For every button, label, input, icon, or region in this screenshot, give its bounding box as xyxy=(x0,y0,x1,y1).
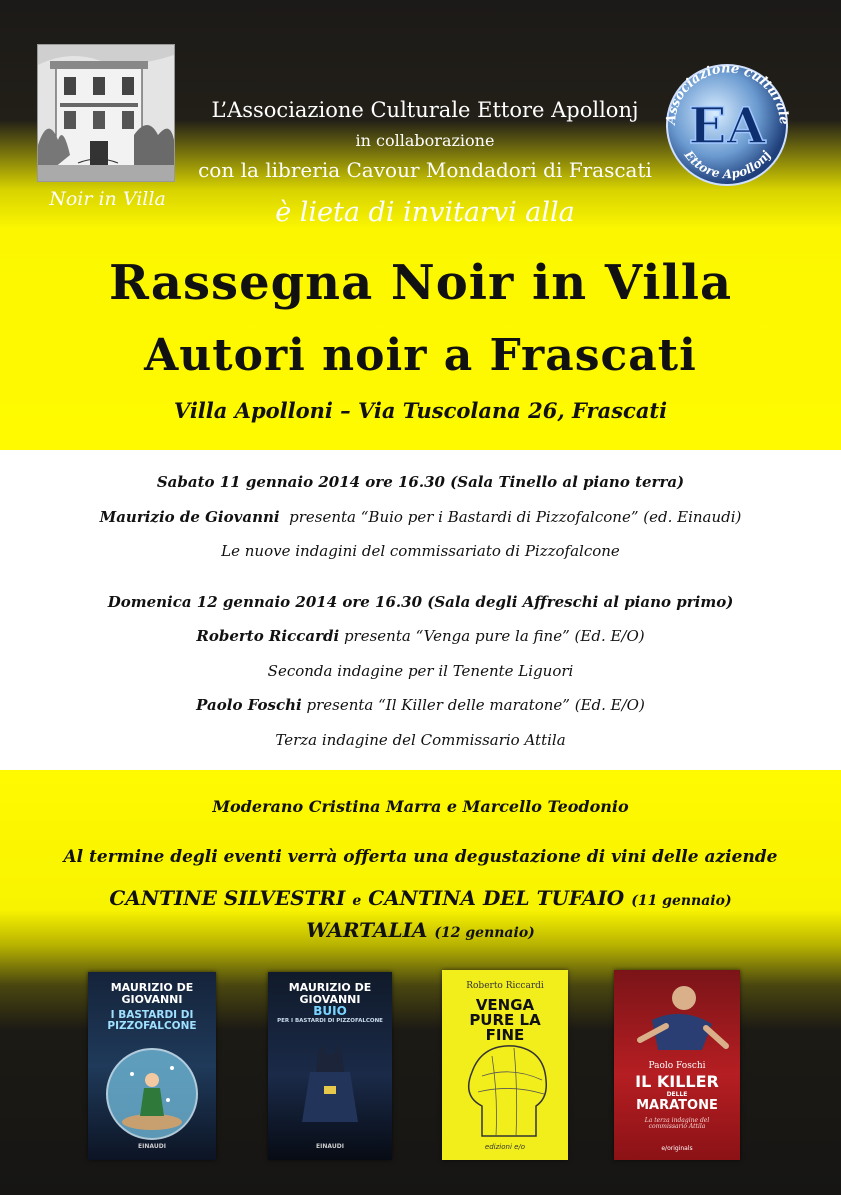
book-author: Paolo Foschi xyxy=(648,1061,706,1071)
book-cover-il-killer xyxy=(614,970,740,1160)
winery-date: (12 gennaio) xyxy=(434,925,535,941)
book-title-mid: DELLE xyxy=(666,1091,688,1098)
event-day2-date: Domenica 12 gennaio 2014 ore 16.30 (Sala degli Affreschi al piano primo) xyxy=(107,593,734,611)
logo-bottom-text: Ettore Apollonj xyxy=(681,147,774,182)
main-title: Rassegna Noir in Villa xyxy=(108,255,733,311)
collaboration-text: in collaborazione xyxy=(355,131,495,150)
book-author: MAURIZIO DE GIOVANNI xyxy=(288,981,372,1006)
book-cover-bastardi xyxy=(88,972,216,1160)
event-day2-presentation1 xyxy=(0,627,841,645)
book-publisher: EINAUDI xyxy=(316,1143,344,1150)
runner-figure-icon xyxy=(622,980,732,1054)
association-name: L’Associazione Culturale Ettore Apollonj xyxy=(211,98,639,122)
author-name: Roberto Riccardi xyxy=(196,627,340,645)
event-day2-subtitle1: Seconda indagine per il Tenente Liguori xyxy=(267,662,574,680)
book-title: VENGA PURE LA FINE xyxy=(469,996,541,1044)
bookstore-text: con la libreria Cavour Mondadori di Frascati xyxy=(198,158,652,182)
book-cover-venga-pure-la-fine xyxy=(442,970,568,1160)
wineries-line-1 xyxy=(0,886,841,910)
presentation-text: presenta “Buio per i Bastardi di Pizzofalcone” (ed. Einaudi) xyxy=(289,508,742,526)
association-logo xyxy=(655,53,800,198)
author-name: Maurizio de Giovanni xyxy=(99,508,280,526)
book-publisher: EINAUDI xyxy=(138,1143,166,1150)
book-subtitle: PER I BASTARDI DI PIZZOFALCONE xyxy=(277,1018,383,1024)
moderators-text: Moderano Cristina Marra e Marcello Teodonio xyxy=(212,797,629,816)
event-day1-subtitle: Le nuove indagini del commissariato di Pizzofalcone xyxy=(221,542,620,560)
logo-letters: EA xyxy=(688,96,766,155)
sub-title: Autori noir a Frascati xyxy=(144,330,697,381)
event-day2-subtitle2: Terza indagine del Commissario Attila xyxy=(275,731,566,749)
book-title: IL KILLER xyxy=(635,1072,719,1091)
tasting-text: Al termine degli eventi verrà offerta una degustazione di vini delle aziende xyxy=(63,847,778,867)
winery-date: (11 gennaio) xyxy=(631,893,732,909)
presentation-text: presenta “Il Killer delle maratone” (Ed. E/O) xyxy=(306,696,645,714)
book-tagline: La terza indagine del commissario Attila xyxy=(644,1117,710,1131)
winery-name: CANTINA DEL TUFAIO xyxy=(368,886,625,910)
event-day1-date: Sabato 11 gennaio 2014 ore 16.30 (Sala Tinello al piano terra) xyxy=(156,473,685,491)
book-title-end: MARATONE xyxy=(636,1098,718,1113)
logo-top-text: Associazione culturale xyxy=(663,61,792,126)
book-cover-buio xyxy=(268,972,392,1160)
invite-text: è lieta di invitarvi alla xyxy=(275,197,575,228)
book-publisher: e/originals xyxy=(661,1145,693,1152)
event-day2-presentation2 xyxy=(0,696,841,714)
book-author: Roberto Riccardi xyxy=(466,981,544,991)
villa-sketch-image xyxy=(37,44,175,182)
book-title: BUIO xyxy=(313,1004,347,1018)
book-publisher: edizioni e/o xyxy=(484,1143,526,1151)
winery-name: CANTINE SILVESTRI xyxy=(109,886,346,910)
batman-figure-icon xyxy=(288,1042,372,1138)
book-title: I BASTARDI DI PIZZOFALCONE xyxy=(107,1009,197,1033)
presentation-text: presenta “Venga pure la fine” (Ed. E/O) xyxy=(343,627,645,645)
snow-globe-icon xyxy=(102,1044,202,1144)
event-day1-presentation xyxy=(0,508,841,526)
winery-name: WARTALIA xyxy=(306,918,428,942)
wineries-line-2 xyxy=(0,918,841,942)
book-author: MAURIZIO DE GIOVANNI xyxy=(110,981,194,1006)
wireframe-head-icon xyxy=(452,1036,562,1140)
venue-location: Villa Apolloni – Via Tuscolana 26, Frascati xyxy=(173,398,668,423)
villa-caption: Noir in Villa xyxy=(49,188,166,210)
author-name: Paolo Foschi xyxy=(196,696,302,714)
winery-and: e xyxy=(352,893,362,909)
